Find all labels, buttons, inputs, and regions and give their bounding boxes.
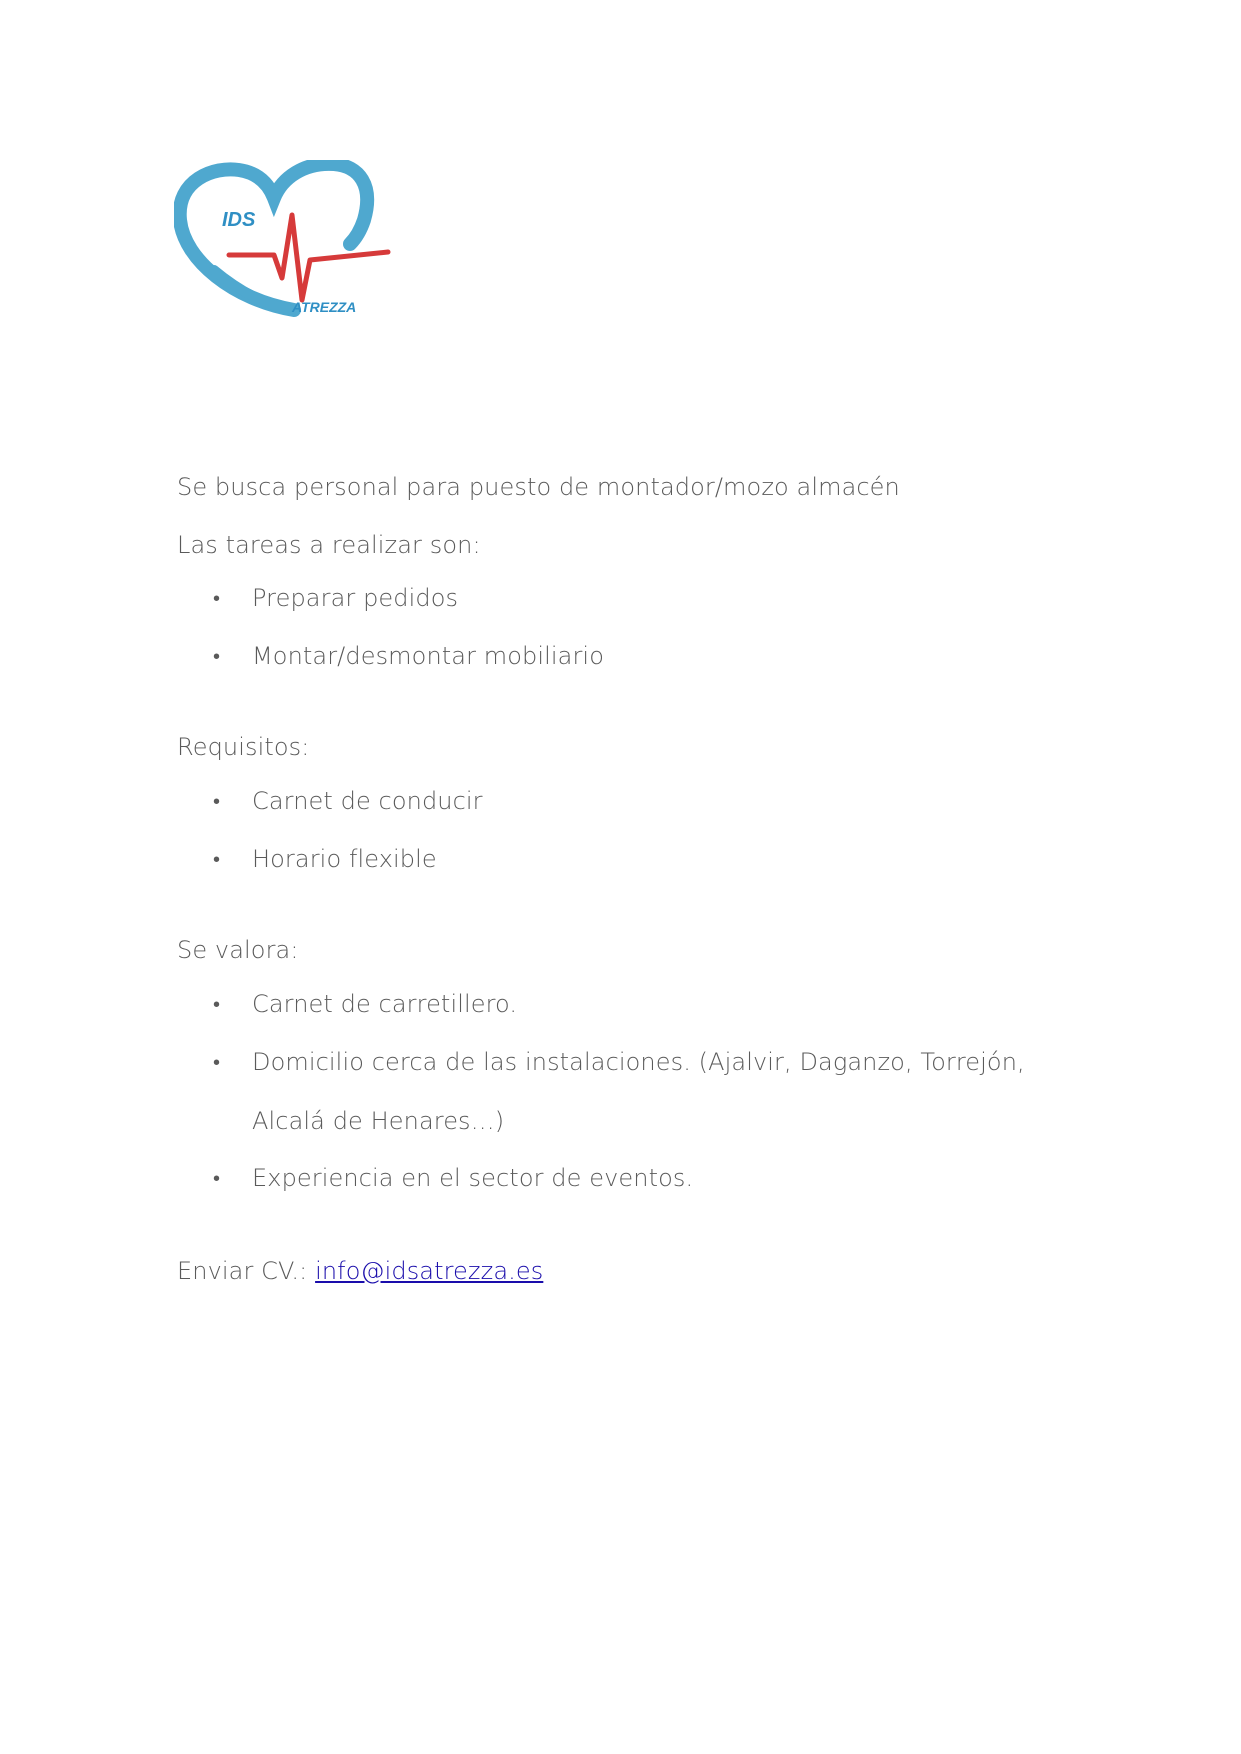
contact-line — [177, 1256, 543, 1286]
bullet-icon: • — [213, 992, 221, 1016]
valued-heading: Se valora: — [177, 936, 299, 964]
bullet-icon: • — [213, 1050, 221, 1074]
bullet-icon: • — [213, 586, 221, 610]
task-item-1: Preparar pedidos — [252, 584, 459, 612]
heart-pulse-logo-icon — [174, 160, 394, 325]
bullet-icon: • — [213, 847, 221, 871]
logo-bottom-text: ATREZZA — [292, 299, 357, 315]
bullet-icon: • — [213, 1166, 221, 1190]
tasks-heading: Las tareas a realizar son: — [177, 531, 481, 559]
contact-label: Enviar CV.: — [177, 1257, 316, 1285]
bullet-icon: • — [213, 644, 221, 668]
logo-top-text: IDS — [222, 209, 256, 231]
requirement-item-1: Carnet de conducir — [252, 787, 483, 815]
contact-email-link[interactable]: info@idsatrezza.es — [315, 1257, 544, 1285]
requirements-heading: Requisitos: — [177, 733, 310, 761]
valued-item-3: Experiencia en el sector de eventos. — [252, 1164, 694, 1192]
requirement-item-2: Horario flexible — [252, 845, 437, 873]
company-logo — [174, 160, 394, 325]
bullet-icon: • — [213, 789, 221, 813]
valued-item-1: Carnet de carretillero. — [252, 990, 518, 1018]
valued-item-2: Domicilio cerca de las instalaciones. (Ajalvir, Daganzo, Torrejón, Alcalá de Henares…) — [252, 1048, 1025, 1135]
task-item-2: Montar/desmontar mobiliario — [252, 642, 604, 670]
intro-text: Se busca personal para puesto de montador/mozo almacén — [177, 473, 900, 501]
